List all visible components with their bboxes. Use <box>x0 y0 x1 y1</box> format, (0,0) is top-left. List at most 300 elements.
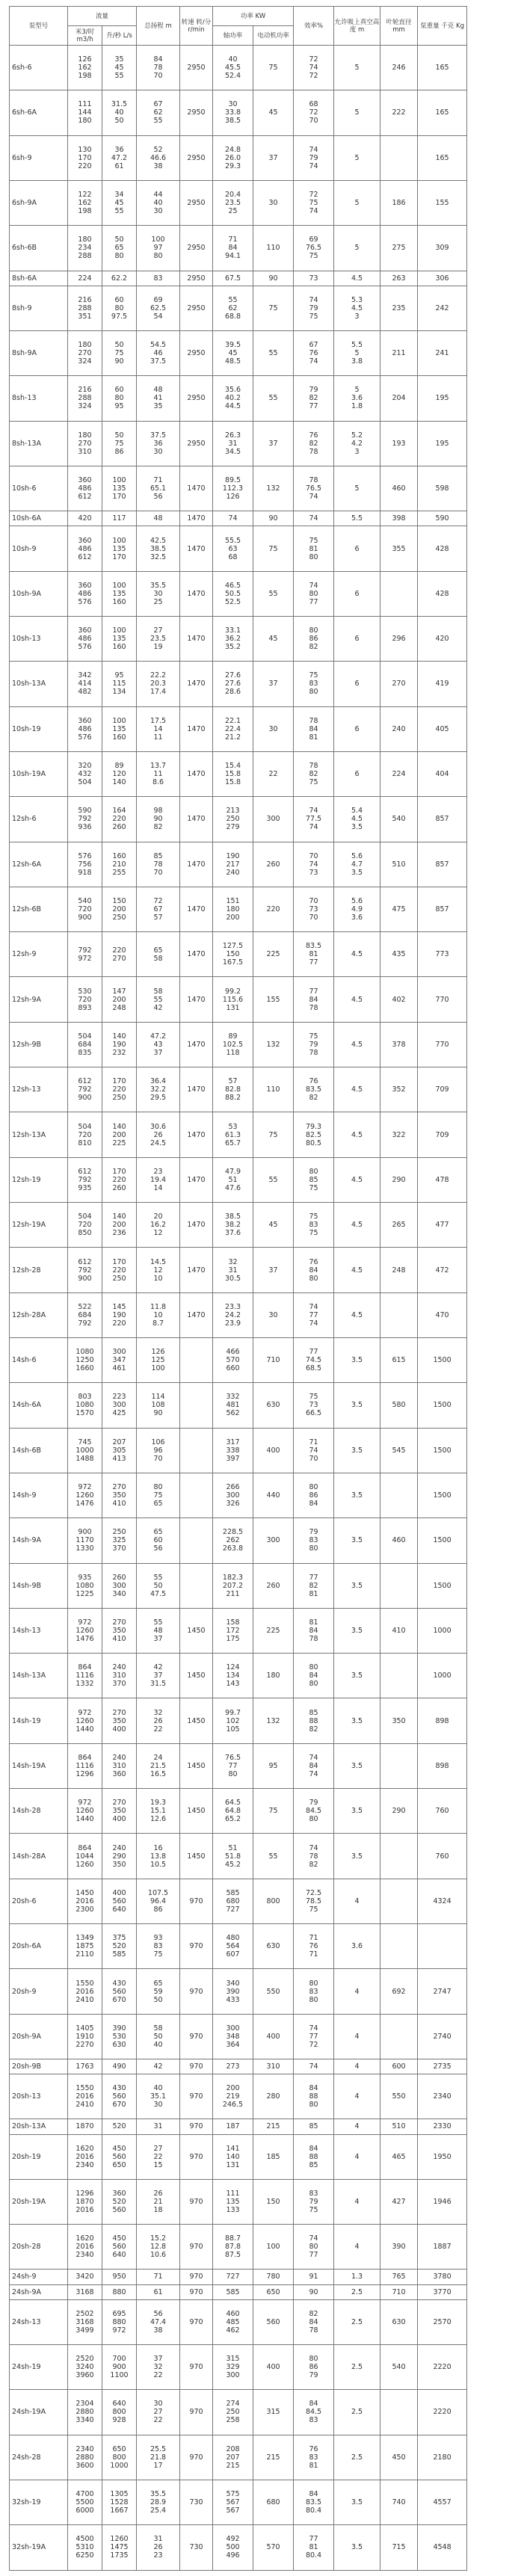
flow-ls-cell-value: 300 <box>112 1401 126 1410</box>
shaft-power-cell-value: 99.7 <box>224 1708 241 1717</box>
shaft-power-cell-value: 64.8 <box>224 1807 241 1816</box>
head-cell <box>137 1654 180 1698</box>
efficiency-cell <box>294 1248 334 1292</box>
shaft-power-cell-value: 29.3 <box>224 161 241 170</box>
shaft-power-cell-value: 263.8 <box>222 1544 244 1553</box>
shaft-power-cell-value: 23.9 <box>224 1319 241 1328</box>
speed-cell: 1470 <box>180 706 213 751</box>
flow-m3h-cell <box>68 1924 102 1969</box>
head-cell-value: 56 <box>153 2309 163 2318</box>
table-row <box>10 1879 520 1923</box>
flow-m3h-cell <box>68 2344 102 2389</box>
table-row <box>10 842 520 887</box>
shaft-power-cell-value: 24.2 <box>224 1310 241 1319</box>
flow-m3h-cell <box>68 662 102 706</box>
head-cell <box>137 466 180 511</box>
weight-cell: 1500 <box>418 1518 467 1563</box>
flow-m3h-cell-value: 1488 <box>75 1454 94 1463</box>
shaft-power-cell <box>213 2225 253 2270</box>
flow-ls-cell <box>102 286 137 330</box>
shaft-power-cell-value: 33.1 <box>224 626 241 635</box>
flow-ls-cell-value: 134 <box>112 688 126 697</box>
shaft-power-cell-value: 208 <box>226 2444 240 2453</box>
flow-ls-cell-value: 560 <box>112 2205 126 2214</box>
model-cell: 24sh-9A <box>10 2284 68 2299</box>
shaft-power-cell-value: 300 <box>226 2371 240 2380</box>
weight-cell: 195 <box>418 421 467 466</box>
efficiency-cell-value: 82 <box>309 2309 318 2318</box>
npsh-cell-value: 5 <box>354 386 360 395</box>
speed-cell: 1470 <box>180 662 213 706</box>
shaft-power-cell-value: 180 <box>226 905 240 913</box>
npsh-cell: 5 <box>334 466 380 511</box>
efficiency-cell-value: 80 <box>309 2243 318 2252</box>
speed-cell: 1470 <box>180 1112 213 1157</box>
efficiency-cell-value: 73 <box>309 1401 318 1410</box>
flow-m3h-cell-value: 198 <box>78 207 92 216</box>
flow-ls-cell <box>102 2525 137 2570</box>
head-cell-value: 22 <box>153 1725 163 1734</box>
model-cell: 24sh-13 <box>10 2299 68 2344</box>
shaft-power-cell-value: 76.5 <box>224 1753 241 1762</box>
flow-ls-cell-value: 530 <box>112 2032 126 2041</box>
flow-ls-cell-value: 300 <box>112 1581 126 1590</box>
head-cell-value: 31 <box>153 2535 163 2544</box>
shaft-power-cell-value: 22.1 <box>224 716 241 725</box>
motor-power-cell: 260 <box>253 1563 294 1608</box>
flow-m3h-cell <box>68 421 102 466</box>
head-cell-value: 11.8 <box>150 1302 167 1311</box>
efficiency-cell <box>294 2074 334 2119</box>
efficiency-cell-value: 71 <box>309 1438 318 1446</box>
speed-cell: 2950 <box>180 330 213 375</box>
npsh-cell: 4 <box>334 2074 380 2119</box>
flow-ls-cell-value: 700 <box>112 2355 126 2364</box>
flow-m3h-cell <box>68 932 102 977</box>
flow-ls-cell-value: 160 <box>112 733 126 742</box>
efficiency-cell-value: 84 <box>309 995 318 1004</box>
model-cell: 20sh-9B <box>10 2059 68 2074</box>
flow-m3h-cell-value: 2340 <box>75 2444 94 2453</box>
head-cell-value: 17.4 <box>150 688 167 697</box>
head-cell-value: 25 <box>153 597 163 606</box>
speed-cell: 2950 <box>180 135 213 180</box>
npsh-cell: 4.5 <box>334 1203 380 1248</box>
flow-ls-cell <box>102 271 137 286</box>
flow-ls-cell-value: 640 <box>112 2400 126 2409</box>
speed-cell: 2950 <box>180 421 213 466</box>
shaft-power-cell <box>213 1654 253 1698</box>
table-row <box>10 662 520 706</box>
weight-cell: 1950 <box>418 2134 467 2179</box>
weight-cell: 1500 <box>418 1337 467 1382</box>
head-cell <box>137 135 180 180</box>
efficiency-cell <box>294 90 334 135</box>
shaft-power-cell-value: 338 <box>226 1446 240 1455</box>
table-row <box>10 2134 520 2179</box>
npsh-cell: 5 <box>334 135 380 180</box>
efficiency-cell-value: 79 <box>309 153 318 162</box>
flow-ls-cell-value: 461 <box>112 1364 126 1373</box>
speed-cell: 970 <box>180 2059 213 2074</box>
head-cell <box>137 1337 180 1382</box>
weight-cell: 709 <box>418 1112 467 1157</box>
flow-m3h-cell-value: 792 <box>78 1175 92 1184</box>
flow-m3h-cell <box>68 1563 102 1608</box>
flow-ls-cell <box>102 1924 137 1969</box>
weight-cell: 241 <box>418 330 467 375</box>
efficiency-cell-value: 80.4 <box>305 2551 322 2560</box>
speed-cell: 1450 <box>180 1608 213 1653</box>
efficiency-cell <box>294 1743 334 1788</box>
head-cell <box>137 1969 180 2014</box>
impeller-cell <box>380 2014 418 2059</box>
motor-power-cell: 440 <box>253 1473 294 1517</box>
npsh-cell: 4.5 <box>334 1292 380 1337</box>
efficiency-cell-value: 88 <box>309 2092 318 2101</box>
head-cell-value: 26 <box>153 1716 163 1725</box>
impeller-cell: 352 <box>380 1067 418 1112</box>
flow-ls-cell-value: 60 <box>114 295 124 304</box>
model-cell: 12sh-6A <box>10 842 68 887</box>
shaft-power-cell-value: 82.8 <box>224 1085 241 1094</box>
header-model: 泵型号 <box>10 7 68 46</box>
npsh-cell: 3.5 <box>334 1383 380 1428</box>
npsh-cell: 4 <box>334 1879 380 1923</box>
flow-m3h-cell-value: 864 <box>78 1663 92 1672</box>
head-cell-value: 16.5 <box>150 1769 167 1778</box>
shaft-power-cell-value: 274 <box>226 2400 240 2409</box>
flow-m3h-cell <box>68 2525 102 2570</box>
shaft-power-cell <box>213 2014 253 2059</box>
efficiency-cell-value: 79 <box>309 1799 318 1808</box>
flow-ls-cell-value: 115 <box>112 680 126 688</box>
flow-ls-cell-value: 880 <box>112 2287 126 2296</box>
flow-m3h-cell-value: 1080 <box>75 1581 94 1590</box>
flow-ls-cell-value: 1000 <box>110 2461 129 2470</box>
flow-ls-cell <box>102 932 137 977</box>
head-cell-value: 38 <box>153 161 163 170</box>
shaft-power-cell-value: 266 <box>226 1483 240 1492</box>
shaft-power-cell-value: 47.6 <box>224 1183 241 1192</box>
npsh-cell-value: 5.6 <box>351 851 363 860</box>
model-cell: 14sh-19A <box>10 1743 68 1788</box>
model-cell: 20sh-13 <box>10 2074 68 2119</box>
flow-m3h-cell-value: 360 <box>78 716 92 725</box>
head-cell-value: 100 <box>151 235 165 244</box>
shaft-power-cell-value: 567 <box>226 2498 240 2507</box>
head-cell-value: 11 <box>153 733 163 742</box>
flow-ls-cell-value: 50 <box>114 117 124 126</box>
motor-power-cell: 300 <box>253 1518 294 1563</box>
flow-ls-cell-value: 220 <box>112 946 126 955</box>
flow-ls-cell-value: 100 <box>112 476 126 485</box>
head-cell-value: 56 <box>153 1544 163 1553</box>
flow-ls-cell-value: 260 <box>112 823 126 832</box>
head-cell-value: 18 <box>153 2205 163 2214</box>
flow-m3h-cell-value: 144 <box>78 108 92 117</box>
shaft-power-cell <box>213 2119 253 2134</box>
flow-m3h-cell-value: 2340 <box>75 2251 94 2260</box>
flow-m3h-cell-value: 342 <box>78 671 92 680</box>
flow-m3h-cell-value: 1225 <box>75 1589 94 1598</box>
efficiency-cell <box>294 932 334 977</box>
head-cell <box>137 526 180 571</box>
shaft-power-cell-value: 84 <box>228 244 238 253</box>
efficiency-cell-value: 81 <box>309 1618 318 1627</box>
head-cell-value: 22 <box>153 2371 163 2380</box>
shaft-power-cell <box>213 842 253 887</box>
efficiency-cell-value: 74 <box>309 1843 318 1852</box>
efficiency-cell <box>294 1473 334 1517</box>
impeller-cell: 248 <box>380 1248 418 1292</box>
shaft-power-cell-value: 485 <box>226 2317 240 2326</box>
shaft-power-cell <box>213 90 253 135</box>
flow-ls-cell-value: 585 <box>112 1950 126 1959</box>
shaft-power-cell-value: 564 <box>226 1942 240 1951</box>
flow-ls-cell-value: 240 <box>112 1753 126 1762</box>
flow-ls-cell-value: 800 <box>112 2453 126 2462</box>
shaft-power-cell-value: 77 <box>228 1761 238 1770</box>
flow-m3h-cell <box>68 1203 102 1248</box>
model-cell: 10sh-19 <box>10 706 68 751</box>
flow-m3h-cell <box>68 2435 102 2480</box>
npsh-cell-value: 5.2 <box>351 431 363 440</box>
flow-ls-cell-value: 560 <box>112 2243 126 2252</box>
flow-m3h-cell <box>68 887 102 931</box>
efficiency-cell-value: 76 <box>309 1942 318 1951</box>
head-cell <box>137 2059 180 2074</box>
flow-ls-cell-value: 135 <box>112 724 126 733</box>
motor-power-cell: 37 <box>253 662 294 706</box>
model-cell: 12sh-13 <box>10 1067 68 1112</box>
npsh-cell <box>334 842 380 887</box>
model-cell: 14sh-13 <box>10 1608 68 1653</box>
npsh-cell-value: 3.6 <box>351 913 363 922</box>
head-cell-value: 42 <box>153 2062 163 2071</box>
head-cell-value: 83 <box>153 274 163 283</box>
shaft-power-cell <box>213 2480 253 2524</box>
shaft-power-cell-value: 51.8 <box>224 1852 241 1861</box>
header-weight: 泵重量 千克 Kg <box>418 7 467 46</box>
efficiency-cell <box>294 662 334 706</box>
flow-ls-cell-value: 62.2 <box>111 274 128 283</box>
flow-m3h-cell-value: 972 <box>78 1618 92 1627</box>
efficiency-cell <box>294 1157 334 1202</box>
flow-m3h-cell-value: 324 <box>78 357 92 366</box>
flow-ls-cell-value: 164 <box>112 807 126 816</box>
npsh-cell: 4.5 <box>334 1112 380 1157</box>
flow-ls-cell-value: 450 <box>112 2234 126 2243</box>
head-cell-value: 100 <box>151 1364 165 1373</box>
npsh-cell <box>334 286 380 330</box>
efficiency-cell <box>294 1022 334 1067</box>
flow-m3h-cell <box>68 2480 102 2524</box>
flow-ls-cell-value: 207 <box>112 1438 126 1446</box>
flow-ls-cell-value: 950 <box>112 2273 126 2281</box>
efficiency-cell-value: 85 <box>309 1175 318 1184</box>
shaft-power-cell-value: 158 <box>226 1618 240 1627</box>
speed-cell: 1450 <box>180 1698 213 1743</box>
shaft-power-cell-value: 585 <box>226 2287 240 2296</box>
flow-ls-cell-value: 255 <box>112 868 126 877</box>
head-cell-value: 32 <box>153 1708 163 1717</box>
shaft-power-cell <box>213 2525 253 2570</box>
head-cell <box>137 1924 180 1969</box>
flow-m3h-cell-value: 2300 <box>75 1905 94 1914</box>
flow-ls-cell <box>102 2179 137 2224</box>
flow-m3h-cell-value: 1044 <box>75 1852 94 1861</box>
flow-m3h-cell-value: 180 <box>78 431 92 440</box>
flow-m3h-cell <box>68 2390 102 2435</box>
motor-power-cell: 75 <box>253 46 294 90</box>
efficiency-cell-value: 80 <box>309 1544 318 1553</box>
efficiency-cell-value: 77 <box>309 987 318 996</box>
flow-m3h-cell-value: 900 <box>78 1094 92 1103</box>
efficiency-cell-value: 77 <box>309 958 318 967</box>
table-row <box>10 46 520 90</box>
flow-ls-cell-value: 100 <box>112 581 126 590</box>
impeller-cell: 410 <box>380 1608 418 1653</box>
efficiency-cell-value: 75 <box>309 1183 318 1192</box>
flow-m3h-cell-value: 972 <box>78 1708 92 1717</box>
head-cell <box>137 2390 180 2435</box>
shaft-power-cell-value: 167.5 <box>222 958 244 967</box>
shaft-power-cell <box>213 2179 253 2224</box>
flow-ls-cell-value: 425 <box>112 1409 126 1418</box>
efficiency-cell <box>294 2059 334 2074</box>
head-cell-value: 32.5 <box>150 552 167 561</box>
shaft-power-cell <box>213 1789 253 1834</box>
head-cell-value: 82 <box>153 823 163 832</box>
motor-power-cell: 55 <box>253 571 294 616</box>
flow-ls-cell-value: 350 <box>112 1807 126 1816</box>
shaft-power-cell-value: 68 <box>228 552 238 561</box>
flow-m3h-cell-value: 1116 <box>75 1671 94 1680</box>
head-cell-value: 60 <box>153 1536 163 1545</box>
speed-cell: 970 <box>180 1969 213 2014</box>
motor-power-cell: 780 <box>253 2270 294 2284</box>
efficiency-cell-value: 75 <box>309 671 318 680</box>
flow-m3h-cell-value: 935 <box>78 1573 92 1582</box>
model-cell: 10sh-9A <box>10 571 68 616</box>
shaft-power-cell-value: 660 <box>226 1364 240 1373</box>
head-cell-value: 37 <box>153 1671 163 1680</box>
head-cell-value: 59 <box>153 1987 163 1996</box>
flow-ls-cell-value: 560 <box>112 1987 126 1996</box>
head-cell <box>137 2179 180 2224</box>
model-cell: 24sh-9 <box>10 2270 68 2284</box>
head-cell <box>137 2074 180 2119</box>
flow-m3h-cell-value: 1080 <box>75 1401 94 1410</box>
shaft-power-cell-value: 118 <box>226 1048 240 1057</box>
efficiency-cell-value: 86 <box>309 635 318 644</box>
speed-cell: 970 <box>180 2299 213 2344</box>
efficiency-cell <box>294 376 334 421</box>
head-cell-value: 15.1 <box>150 1807 167 1816</box>
flow-m3h-cell-value: 684 <box>78 1040 92 1049</box>
flow-ls-cell <box>102 1879 137 1923</box>
flow-ls-cell-value: 260 <box>112 1573 126 1582</box>
head-cell-value: 8.6 <box>152 778 164 787</box>
flow-ls-cell <box>102 1563 137 1608</box>
flow-m3h-cell-value: 522 <box>78 1302 92 1311</box>
efficiency-cell-value: 70 <box>309 851 318 860</box>
head-cell-value: 10.6 <box>150 2251 167 2260</box>
shaft-power-cell-value: 217 <box>226 860 240 869</box>
head-cell-value: 106 <box>151 1438 165 1446</box>
impeller-cell <box>380 1473 418 1517</box>
flow-m3h-cell-value: 270 <box>78 439 92 448</box>
flow-m3h-cell-value: 360 <box>78 581 92 590</box>
flow-m3h-cell-value: 351 <box>78 312 92 321</box>
impeller-cell: 265 <box>380 1203 418 1248</box>
motor-power-cell: 315 <box>253 2390 294 2435</box>
flow-ls-cell-value: 490 <box>112 2062 126 2071</box>
npsh-cell: 4.5 <box>334 1022 380 1067</box>
flow-m3h-cell-value: 2502 <box>75 2309 94 2318</box>
npsh-cell <box>334 330 380 375</box>
flow-ls-cell <box>102 2344 137 2389</box>
head-cell-value: 54 <box>153 312 163 321</box>
flow-m3h-cell-value: 486 <box>78 484 92 493</box>
npsh-cell-value: 5.5 <box>351 341 363 350</box>
flow-ls-cell-value: 928 <box>112 2416 126 2425</box>
flow-m3h-cell-value: 414 <box>78 680 92 688</box>
shaft-power-cell <box>213 1157 253 1202</box>
model-cell: 6sh-9A <box>10 180 68 225</box>
flow-ls-cell-value: 640 <box>112 1905 126 1914</box>
shaft-power-cell-value: 34.5 <box>224 447 241 456</box>
shaft-power-cell <box>213 1608 253 1653</box>
npsh-cell: 4.5 <box>334 932 380 977</box>
efficiency-cell-value: 74 <box>309 2062 318 2071</box>
efficiency-cell <box>294 2134 334 2179</box>
flow-ls-cell <box>102 46 137 90</box>
efficiency-cell-value: 82 <box>309 1094 318 1103</box>
efficiency-cell-value: 79 <box>309 303 318 312</box>
flow-ls-cell-value: 430 <box>112 2084 126 2093</box>
weight-cell: 773 <box>418 932 467 977</box>
efficiency-cell <box>294 1292 334 1337</box>
flow-m3h-cell-value: 180 <box>78 235 92 244</box>
npsh-cell-value: 4.5 <box>351 815 363 824</box>
flow-ls-cell-value: 1305 <box>110 2490 129 2499</box>
flow-ls-cell-value: 147 <box>112 987 126 996</box>
efficiency-cell <box>294 1563 334 1608</box>
impeller-cell: 240 <box>380 706 418 751</box>
efficiency-cell-value: 77 <box>309 402 318 411</box>
efficiency-cell-value: 76 <box>309 431 318 440</box>
header-head: 总扬程 m <box>137 7 180 46</box>
head-cell-value: 15 <box>153 2160 163 2169</box>
model-cell: 24sh-19 <box>10 2344 68 2389</box>
table-row <box>10 1698 520 1743</box>
head-cell-value: 44 <box>153 191 163 200</box>
head-cell-value: 107.5 <box>147 1888 169 1897</box>
motor-power-cell: 30 <box>253 706 294 751</box>
motor-power-cell: 310 <box>253 2059 294 2074</box>
efficiency-cell-value: 77 <box>309 2032 318 2041</box>
head-cell <box>137 2525 180 2570</box>
shaft-power-cell-value: 200 <box>226 2084 240 2093</box>
efficiency-cell <box>294 977 334 1022</box>
weight-cell: 1887 <box>418 2225 467 2270</box>
shaft-power-cell-value: 44.5 <box>224 402 241 411</box>
head-cell <box>137 1473 180 1517</box>
flow-m3h-cell-value: 1570 <box>75 1409 94 1418</box>
shaft-power-cell <box>213 1969 253 2014</box>
